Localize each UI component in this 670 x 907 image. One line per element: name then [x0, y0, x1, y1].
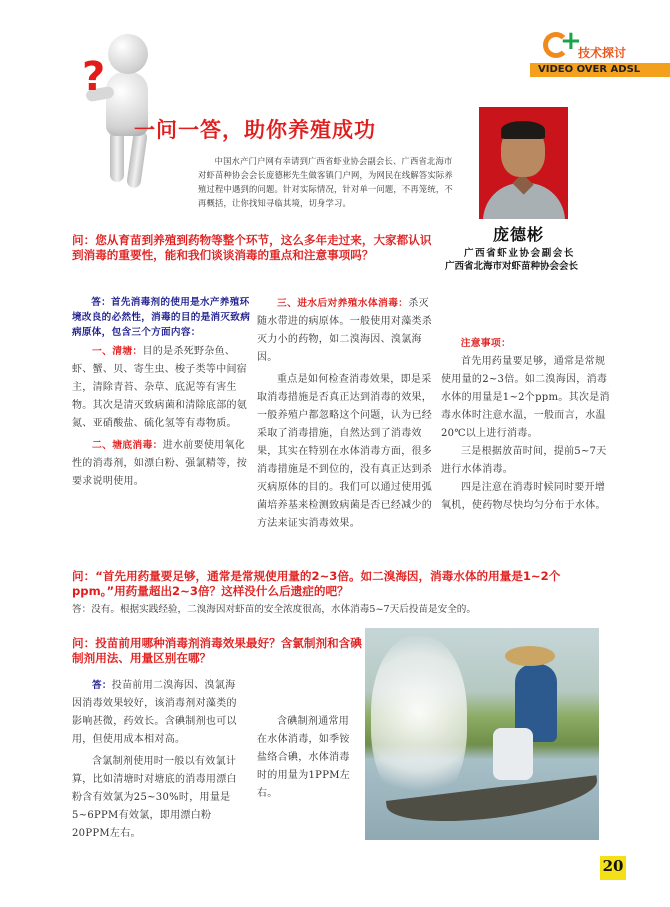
note-3: 四是注意在消毒时候同时要开增氧机，使药物尽快均匀分布于水体。 — [441, 482, 606, 511]
pond-disinfection-photo — [365, 628, 599, 840]
figure-head — [108, 34, 148, 74]
answer-3-text-1: 投苗前用二溴海因、溴氯海因消毒效果较好，该消毒剂对藻类的影响甚微，药效长。含碘制剂也可以用，但使用成本相对高。 — [72, 680, 237, 745]
notes-label: 注意事项： — [460, 338, 512, 349]
expert-name: 庞德彬 — [493, 225, 545, 244]
note-2: 三是根据放苗时间，提前5~7天进行水体消毒。 — [441, 446, 607, 475]
point-2-text: 进水前要使用氧化性的消毒剂，如漂白粉、强氯精等，按要求说明使用。 — [72, 440, 248, 487]
page-number: 20 — [602, 857, 624, 875]
answer-1-point-3 — [257, 295, 437, 367]
answer-3-column-1 — [72, 677, 244, 843]
answer-1-column-2 — [257, 295, 437, 533]
answer-1-intro: 答：首先消毒剂的使用是水产养殖环境改良的必然性，消毒的目的是消灭致病病原体，包含三个方面内容： — [72, 297, 251, 338]
expert-role-2: 广西省北海市对虾苗种协会会长 — [445, 261, 579, 272]
figure-leg — [110, 130, 124, 182]
section-label: 技术探讨 — [578, 46, 627, 60]
expert-role-1: 广西省虾业协会副会长 — [464, 248, 576, 259]
photo-hat — [505, 646, 555, 666]
article-intro: 中国水产门户网有幸请到广西省虾业协会副会长、广西省北海市对虾苗种协会会长庞德彬先生做客镇门户网，为网民在线解答实际养殖过程中遇到的问题。针对实际情况，针对单一问题，不再笼统，不再概括，让你找知寻临其境，切身学习。 — [198, 156, 453, 208]
point-2-label: 二、塘底消毒： — [92, 440, 163, 451]
answer-1-column-1 — [72, 295, 252, 491]
question-3: 问：投苗前用哪种消毒剂消毒效果最好？含氯制剂和含碘制剂用法、用量区别在哪？ — [72, 636, 362, 665]
section-subtitle: VIDEO OVER ADSL — [538, 64, 641, 75]
answer-3-para-2: 含氯制剂使用时一般以有效氯计算，比如清塘时对塘底的消毒用漂白粉含有效氯为25~30%时，用量是5~6PPM有效氯，即用漂白粉20PPM左右。 — [72, 756, 237, 839]
question-1: 问：您从育苗到养殖到药物等整个环节，这么多年走过来，大家都认识到消毒的重要性，能和我们谈谈消毒的重点和注意事项吗？ — [72, 233, 432, 262]
answer-1-para-4: 重点是如何检查消毒效果，即是采取消毒措施是否真正达到消毒的效果，一般养殖户都忽略这个问题，认为已经采取了消毒措施，自然达到了消毒效果，其实在特别在水体消毒方面，很多消毒措施是不到位的，没有真正达到杀灭病原体的目的。我们可以通过使用弧菌培养基来检测致病菌是否已经减少的方法来证实消毒效果。 — [257, 374, 433, 529]
expert-portrait — [479, 107, 568, 219]
photo-bag — [493, 728, 533, 780]
photo-smoke — [371, 636, 467, 806]
note-1: 首先用药量要足够，通常是常规使用量的2~3倍。如二溴海因，消毒水体的用量是1~2个ppm。其次是消毒水体时注意水温，一般而言，水温20℃以上进行消毒。 — [441, 356, 610, 439]
portrait-hair — [501, 121, 545, 139]
answer-1-point-1 — [72, 343, 252, 433]
answer-2: 答：没有。根据实践经验，二溴海因对虾苗的安全浓度很高，水体消毒5~7天后投苗是安全的。 — [72, 604, 476, 615]
point-1-label: 一、清塘： — [92, 346, 143, 357]
point-3-label: 三、进水后对养殖水体消毒： — [277, 298, 409, 309]
answer-1-point-2 — [72, 437, 252, 491]
article-title: 一问一答，助你养殖成功 — [134, 118, 376, 142]
question-mark-icon: ? — [82, 54, 106, 100]
answer-3-label: 答： — [92, 680, 112, 691]
answer-3-para-1 — [72, 677, 244, 749]
point-3-text: 杀灭随水带进的病原体。一般使用对藻类杀灭力小的药物，如二溴海因、溴氯海因。 — [257, 298, 433, 363]
answer-3-column-2 — [257, 677, 357, 803]
answer-1-column-3 — [441, 295, 611, 515]
point-1-text: 目的是杀死野杂鱼、虾、蟹、贝、寄生虫、梭子类等中间宿主，清除青苔、杂草、底泥等有害生物。其次是清灭致病菌和清除底部的氨氮、亚硝酸盐、硫化氢等有毒物质。 — [72, 346, 248, 429]
question-2: 问：“首先用药量要足够，通常是常规使用量的2~3倍。如二溴海因，消毒水体的用量是1~2个ppm。”用药量超出2~3倍？这样没什么后遗症的吧？ — [72, 569, 561, 598]
logo-plus-icon: + — [560, 26, 582, 56]
answer-3-para-3: 含碘制剂通常用在水体消毒，如季铵盐络合碘，水体消毒时的用量为1PPM左右。 — [257, 716, 351, 799]
